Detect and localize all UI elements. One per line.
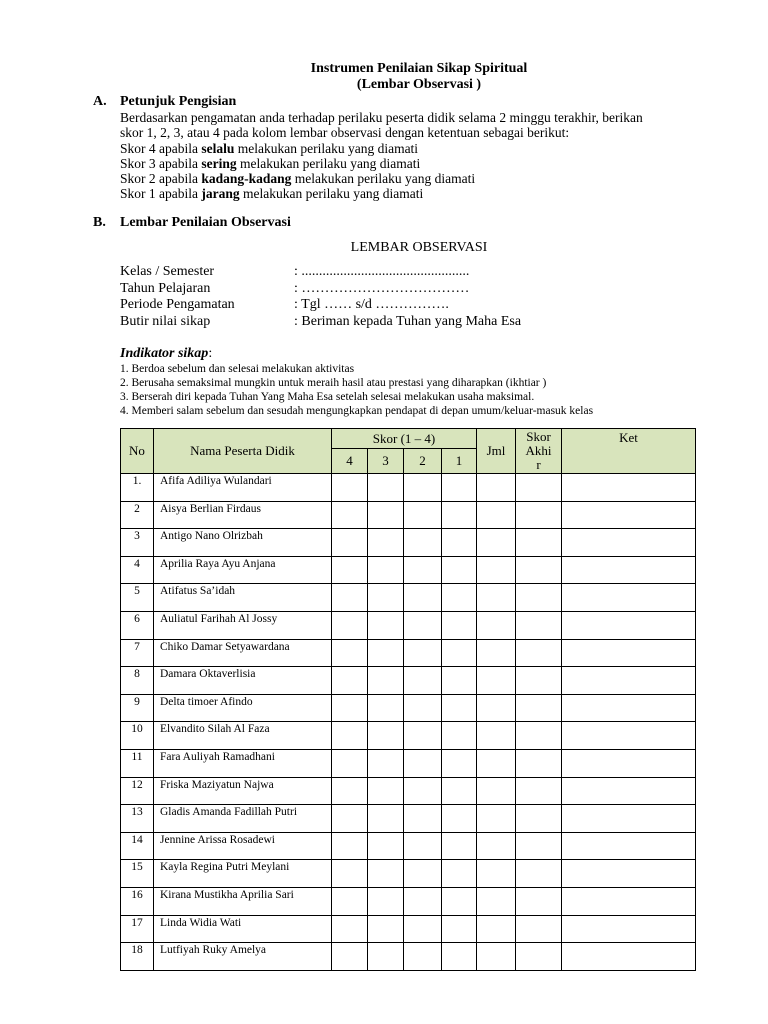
score-2-cell[interactable] bbox=[404, 887, 442, 915]
jml-cell[interactable] bbox=[477, 943, 516, 971]
col-header-score-group: Skor (1 – 4) bbox=[332, 429, 477, 449]
score-3-cell[interactable] bbox=[368, 667, 404, 695]
student-name: Aisya Berlian Firdaus bbox=[154, 501, 332, 529]
row-number: 17 bbox=[121, 915, 154, 943]
jml-cell[interactable] bbox=[477, 556, 516, 584]
jml-cell[interactable] bbox=[477, 584, 516, 612]
col-header-score-3: 3 bbox=[368, 449, 404, 474]
table-row bbox=[121, 777, 696, 805]
ket-cell[interactable] bbox=[562, 694, 696, 722]
score-2-cell[interactable] bbox=[404, 943, 442, 971]
row-number: 5 bbox=[121, 584, 154, 612]
ket-cell[interactable] bbox=[562, 749, 696, 777]
score-3-cell[interactable] bbox=[368, 943, 404, 971]
score-1-cell[interactable] bbox=[442, 584, 477, 612]
score-3-cell[interactable] bbox=[368, 832, 404, 860]
score-2-cell[interactable] bbox=[404, 501, 442, 529]
col-header-score-2: 2 bbox=[404, 449, 442, 474]
skor-akhir-cell[interactable] bbox=[516, 777, 562, 805]
score-2-cell[interactable] bbox=[404, 639, 442, 667]
score-2-cell[interactable] bbox=[404, 722, 442, 750]
table-row bbox=[121, 556, 696, 584]
score-4-cell[interactable] bbox=[332, 639, 368, 667]
score-3-cell[interactable] bbox=[368, 474, 404, 502]
ket-cell[interactable] bbox=[562, 887, 696, 915]
table-row bbox=[121, 667, 696, 695]
skor-akhir-cell[interactable] bbox=[516, 887, 562, 915]
jml-cell[interactable] bbox=[477, 667, 516, 695]
student-name: Antigo Nano Olrizbah bbox=[154, 529, 332, 557]
score-1-cell[interactable] bbox=[442, 556, 477, 584]
table-row bbox=[121, 860, 696, 888]
score-1-cell[interactable] bbox=[442, 474, 477, 502]
score-4-cell[interactable] bbox=[332, 667, 368, 695]
score-3-cell[interactable] bbox=[368, 749, 404, 777]
score-rule-4: Skor 4 apabila selalu melakukan perilaku yang diamati bbox=[120, 141, 419, 156]
jml-cell[interactable] bbox=[477, 501, 516, 529]
jml-cell[interactable] bbox=[477, 694, 516, 722]
row-number: 8 bbox=[121, 667, 154, 695]
ket-cell[interactable] bbox=[562, 915, 696, 943]
student-name: Lutfiyah Ruky Amelya bbox=[154, 943, 332, 971]
score-3-cell[interactable] bbox=[368, 887, 404, 915]
student-name: Delta timoer Afindo bbox=[154, 694, 332, 722]
score-rule-1: Skor 1 apabila jarang melakukan perilaku yang diamati bbox=[120, 186, 424, 201]
field-value-butir: : Beriman kepada Tuhan yang Maha Esa bbox=[294, 314, 522, 329]
score-1-cell[interactable] bbox=[442, 529, 477, 557]
table-row bbox=[121, 915, 696, 943]
skor-akhir-cell[interactable] bbox=[516, 529, 562, 557]
score-rule-2: Skor 2 apabila kadang-kadang melakukan perilaku yang diamati bbox=[120, 171, 476, 186]
score-2-cell[interactable] bbox=[404, 667, 442, 695]
table-row bbox=[121, 832, 696, 860]
score-2-cell[interactable] bbox=[404, 777, 442, 805]
skor-akhir-cell[interactable] bbox=[516, 943, 562, 971]
instruction-line-2: skor 1, 2, 3, atau 4 pada kolom lembar observasi dengan ketentuan sebagai berikut: bbox=[120, 125, 570, 140]
score-1-cell[interactable] bbox=[442, 501, 477, 529]
section-a-number: A. bbox=[93, 94, 107, 109]
score-2-cell[interactable] bbox=[404, 694, 442, 722]
row-number: 2 bbox=[121, 501, 154, 529]
skor-akhir-cell[interactable] bbox=[516, 474, 562, 502]
score-1-cell[interactable] bbox=[442, 943, 477, 971]
table-row bbox=[121, 584, 696, 612]
jml-cell[interactable] bbox=[477, 474, 516, 502]
score-1-cell[interactable] bbox=[442, 860, 477, 888]
score-3-cell[interactable] bbox=[368, 915, 404, 943]
student-name: Linda Widia Wati bbox=[154, 915, 332, 943]
field-label-periode: Periode Pengamatan bbox=[120, 297, 235, 312]
jml-cell[interactable] bbox=[477, 915, 516, 943]
table-row bbox=[121, 611, 696, 639]
score-3-cell[interactable] bbox=[368, 529, 404, 557]
page-title: Instrumen Penilaian Sikap Spiritual bbox=[310, 61, 528, 76]
score-1-cell[interactable] bbox=[442, 887, 477, 915]
ket-cell[interactable] bbox=[562, 667, 696, 695]
skor-akhir-cell[interactable] bbox=[516, 915, 562, 943]
table-row bbox=[121, 805, 696, 833]
skor-akhir-cell[interactable] bbox=[516, 860, 562, 888]
score-1-cell[interactable] bbox=[442, 805, 477, 833]
student-name: Elvandito Silah Al Faza bbox=[154, 722, 332, 750]
ket-cell[interactable] bbox=[562, 584, 696, 612]
student-name: Kayla Regina Putri Meylani bbox=[154, 860, 332, 888]
student-name: Aprilia Raya Ayu Anjana bbox=[154, 556, 332, 584]
skor-akhir-cell[interactable] bbox=[516, 722, 562, 750]
field-value-periode: : Tgl …… s/d ……………. bbox=[294, 297, 449, 312]
student-name: Friska Maziyatun Najwa bbox=[154, 777, 332, 805]
indicator-2: 2. Berusaha semaksimal mungkin untuk meraih hasil atau prestasi yang diharapkan (ikhtiar ) bbox=[120, 377, 547, 389]
student-name: Fara Auliyah Ramadhani bbox=[154, 749, 332, 777]
score-4-cell[interactable] bbox=[332, 694, 368, 722]
student-name: Damara Oktaverlisia bbox=[154, 667, 332, 695]
score-2-cell[interactable] bbox=[404, 529, 442, 557]
score-4-cell[interactable] bbox=[332, 860, 368, 888]
col-header-ket: Ket bbox=[562, 429, 696, 474]
table-row bbox=[121, 529, 696, 557]
jml-cell[interactable] bbox=[477, 832, 516, 860]
observation-table bbox=[120, 428, 696, 971]
jml-cell[interactable] bbox=[477, 639, 516, 667]
field-label-butir: Butir nilai sikap bbox=[120, 314, 211, 329]
jml-cell[interactable] bbox=[477, 611, 516, 639]
jml-cell[interactable] bbox=[477, 749, 516, 777]
section-a-title: Petunjuk Pengisian bbox=[120, 94, 237, 109]
row-number: 3 bbox=[121, 529, 154, 557]
table-row bbox=[121, 887, 696, 915]
table-row bbox=[121, 694, 696, 722]
row-number: 18 bbox=[121, 943, 154, 971]
score-4-cell[interactable] bbox=[332, 501, 368, 529]
table-row bbox=[121, 474, 696, 502]
score-3-cell[interactable] bbox=[368, 584, 404, 612]
sheet-title: LEMBAR OBSERVASI bbox=[350, 240, 488, 255]
jml-cell[interactable] bbox=[477, 805, 516, 833]
student-name: Auliatul Farihah Al Jossy bbox=[154, 611, 332, 639]
jml-cell[interactable] bbox=[477, 860, 516, 888]
table-row bbox=[121, 639, 696, 667]
score-2-cell[interactable] bbox=[404, 556, 442, 584]
score-4-cell[interactable] bbox=[332, 887, 368, 915]
score-3-cell[interactable] bbox=[368, 694, 404, 722]
score-3-cell[interactable] bbox=[368, 777, 404, 805]
score-2-cell[interactable] bbox=[404, 805, 442, 833]
section-b-title: Lembar Penilaian Observasi bbox=[120, 215, 291, 230]
score-4-cell[interactable] bbox=[332, 529, 368, 557]
row-number: 6 bbox=[121, 611, 154, 639]
ket-cell[interactable] bbox=[562, 832, 696, 860]
col-header-no: No bbox=[121, 429, 154, 474]
score-4-cell[interactable] bbox=[332, 474, 368, 502]
col-header-skor-akhir: Skor Akhi r bbox=[516, 429, 562, 474]
student-name: Afifa Adiliya Wulandari bbox=[154, 474, 332, 502]
score-1-cell[interactable] bbox=[442, 611, 477, 639]
page-subtitle: (Lembar Observasi ) bbox=[356, 77, 482, 92]
field-label-tahun: Tahun Pelajaran bbox=[120, 281, 211, 296]
score-4-cell[interactable] bbox=[332, 832, 368, 860]
score-4-cell[interactable] bbox=[332, 749, 368, 777]
score-1-cell[interactable] bbox=[442, 667, 477, 695]
ket-cell[interactable] bbox=[562, 474, 696, 502]
score-3-cell[interactable] bbox=[368, 722, 404, 750]
score-2-cell[interactable] bbox=[404, 584, 442, 612]
skor-akhir-cell[interactable] bbox=[516, 611, 562, 639]
student-name: Kirana Mustikha Aprilia Sari bbox=[154, 887, 332, 915]
ket-cell[interactable] bbox=[562, 611, 696, 639]
ket-cell[interactable] bbox=[562, 529, 696, 557]
row-number: 1. bbox=[121, 474, 154, 502]
score-2-cell[interactable] bbox=[404, 915, 442, 943]
score-3-cell[interactable] bbox=[368, 639, 404, 667]
ket-cell[interactable] bbox=[562, 501, 696, 529]
ket-cell[interactable] bbox=[562, 805, 696, 833]
row-number: 9 bbox=[121, 694, 154, 722]
indicator-1: 1. Berdoa sebelum dan selesai melakukan aktivitas bbox=[120, 363, 355, 375]
score-1-cell[interactable] bbox=[442, 915, 477, 943]
score-2-cell[interactable] bbox=[404, 860, 442, 888]
skor-akhir-cell[interactable] bbox=[516, 749, 562, 777]
table-row bbox=[121, 722, 696, 750]
score-3-cell[interactable] bbox=[368, 805, 404, 833]
row-number: 10 bbox=[121, 722, 154, 750]
skor-akhir-cell[interactable] bbox=[516, 694, 562, 722]
student-name: Atifatus Sa’idah bbox=[154, 584, 332, 612]
score-1-cell[interactable] bbox=[442, 639, 477, 667]
skor-akhir-cell[interactable] bbox=[516, 667, 562, 695]
score-2-cell[interactable] bbox=[404, 832, 442, 860]
row-number: 7 bbox=[121, 639, 154, 667]
skor-akhir-cell[interactable] bbox=[516, 556, 562, 584]
skor-akhir-cell[interactable] bbox=[516, 584, 562, 612]
skor-akhir-cell[interactable] bbox=[516, 832, 562, 860]
table-row bbox=[121, 501, 696, 529]
col-header-name: Nama Peserta Didik bbox=[154, 429, 332, 474]
student-name: Jennine Arissa Rosadewi bbox=[154, 832, 332, 860]
score-3-cell[interactable] bbox=[368, 501, 404, 529]
score-4-cell[interactable] bbox=[332, 556, 368, 584]
row-number: 11 bbox=[121, 749, 154, 777]
field-value-kelas: : ................................................ bbox=[294, 264, 470, 279]
score-1-cell[interactable] bbox=[442, 722, 477, 750]
ket-cell[interactable] bbox=[562, 860, 696, 888]
field-value-tahun: : ……………………………… bbox=[294, 281, 470, 296]
skor-akhir-cell[interactable] bbox=[516, 805, 562, 833]
table-row bbox=[121, 943, 696, 971]
section-b-number: B. bbox=[93, 215, 106, 230]
score-3-cell[interactable] bbox=[368, 611, 404, 639]
row-number: 15 bbox=[121, 860, 154, 888]
indicator-title: Indikator sikap: bbox=[120, 346, 213, 361]
score-3-cell[interactable] bbox=[368, 556, 404, 584]
score-rule-3: Skor 3 apabila sering melakukan perilaku yang diamati bbox=[120, 156, 421, 171]
table-row bbox=[121, 749, 696, 777]
ket-cell[interactable] bbox=[562, 556, 696, 584]
col-header-jml: Jml bbox=[477, 429, 516, 474]
score-4-cell[interactable] bbox=[332, 611, 368, 639]
score-4-cell[interactable] bbox=[332, 805, 368, 833]
row-number: 14 bbox=[121, 832, 154, 860]
row-number: 12 bbox=[121, 777, 154, 805]
jml-cell[interactable] bbox=[477, 887, 516, 915]
col-header-score-1: 1 bbox=[442, 449, 477, 474]
score-4-cell[interactable] bbox=[332, 584, 368, 612]
field-label-kelas: Kelas / Semester bbox=[120, 264, 215, 279]
score-4-cell[interactable] bbox=[332, 777, 368, 805]
indicator-3: 3. Berserah diri kepada Tuhan Yang Maha Esa setelah selesai melakukan usaha maksimal. bbox=[120, 391, 535, 403]
row-number: 4 bbox=[121, 556, 154, 584]
student-name: Chiko Damar Setyawardana bbox=[154, 639, 332, 667]
jml-cell[interactable] bbox=[477, 722, 516, 750]
row-number: 16 bbox=[121, 887, 154, 915]
score-2-cell[interactable] bbox=[404, 474, 442, 502]
instruction-line-1: Berdasarkan pengamatan anda terhadap perilaku peserta didik selama 2 minggu terakhir, berikan bbox=[120, 110, 643, 125]
col-header-score-4: 4 bbox=[332, 449, 368, 474]
student-name: Gladis Amanda Fadillah Putri bbox=[154, 805, 332, 833]
score-3-cell[interactable] bbox=[368, 860, 404, 888]
jml-cell[interactable] bbox=[477, 777, 516, 805]
score-4-cell[interactable] bbox=[332, 943, 368, 971]
jml-cell[interactable] bbox=[477, 529, 516, 557]
indicator-4: 4. Memberi salam sebelum dan sesudah mengungkapkan pendapat di depan umum/keluar-masuk kelas bbox=[120, 405, 594, 417]
score-1-cell[interactable] bbox=[442, 832, 477, 860]
score-2-cell[interactable] bbox=[404, 611, 442, 639]
score-1-cell[interactable] bbox=[442, 777, 477, 805]
skor-akhir-cell[interactable] bbox=[516, 639, 562, 667]
ket-cell[interactable] bbox=[562, 639, 696, 667]
skor-akhir-cell[interactable] bbox=[516, 501, 562, 529]
score-1-cell[interactable] bbox=[442, 749, 477, 777]
score-4-cell[interactable] bbox=[332, 722, 368, 750]
row-number: 13 bbox=[121, 805, 154, 833]
score-4-cell[interactable] bbox=[332, 915, 368, 943]
ket-cell[interactable] bbox=[562, 777, 696, 805]
ket-cell[interactable] bbox=[562, 722, 696, 750]
ket-cell[interactable] bbox=[562, 943, 696, 971]
score-1-cell[interactable] bbox=[442, 694, 477, 722]
score-2-cell[interactable] bbox=[404, 749, 442, 777]
